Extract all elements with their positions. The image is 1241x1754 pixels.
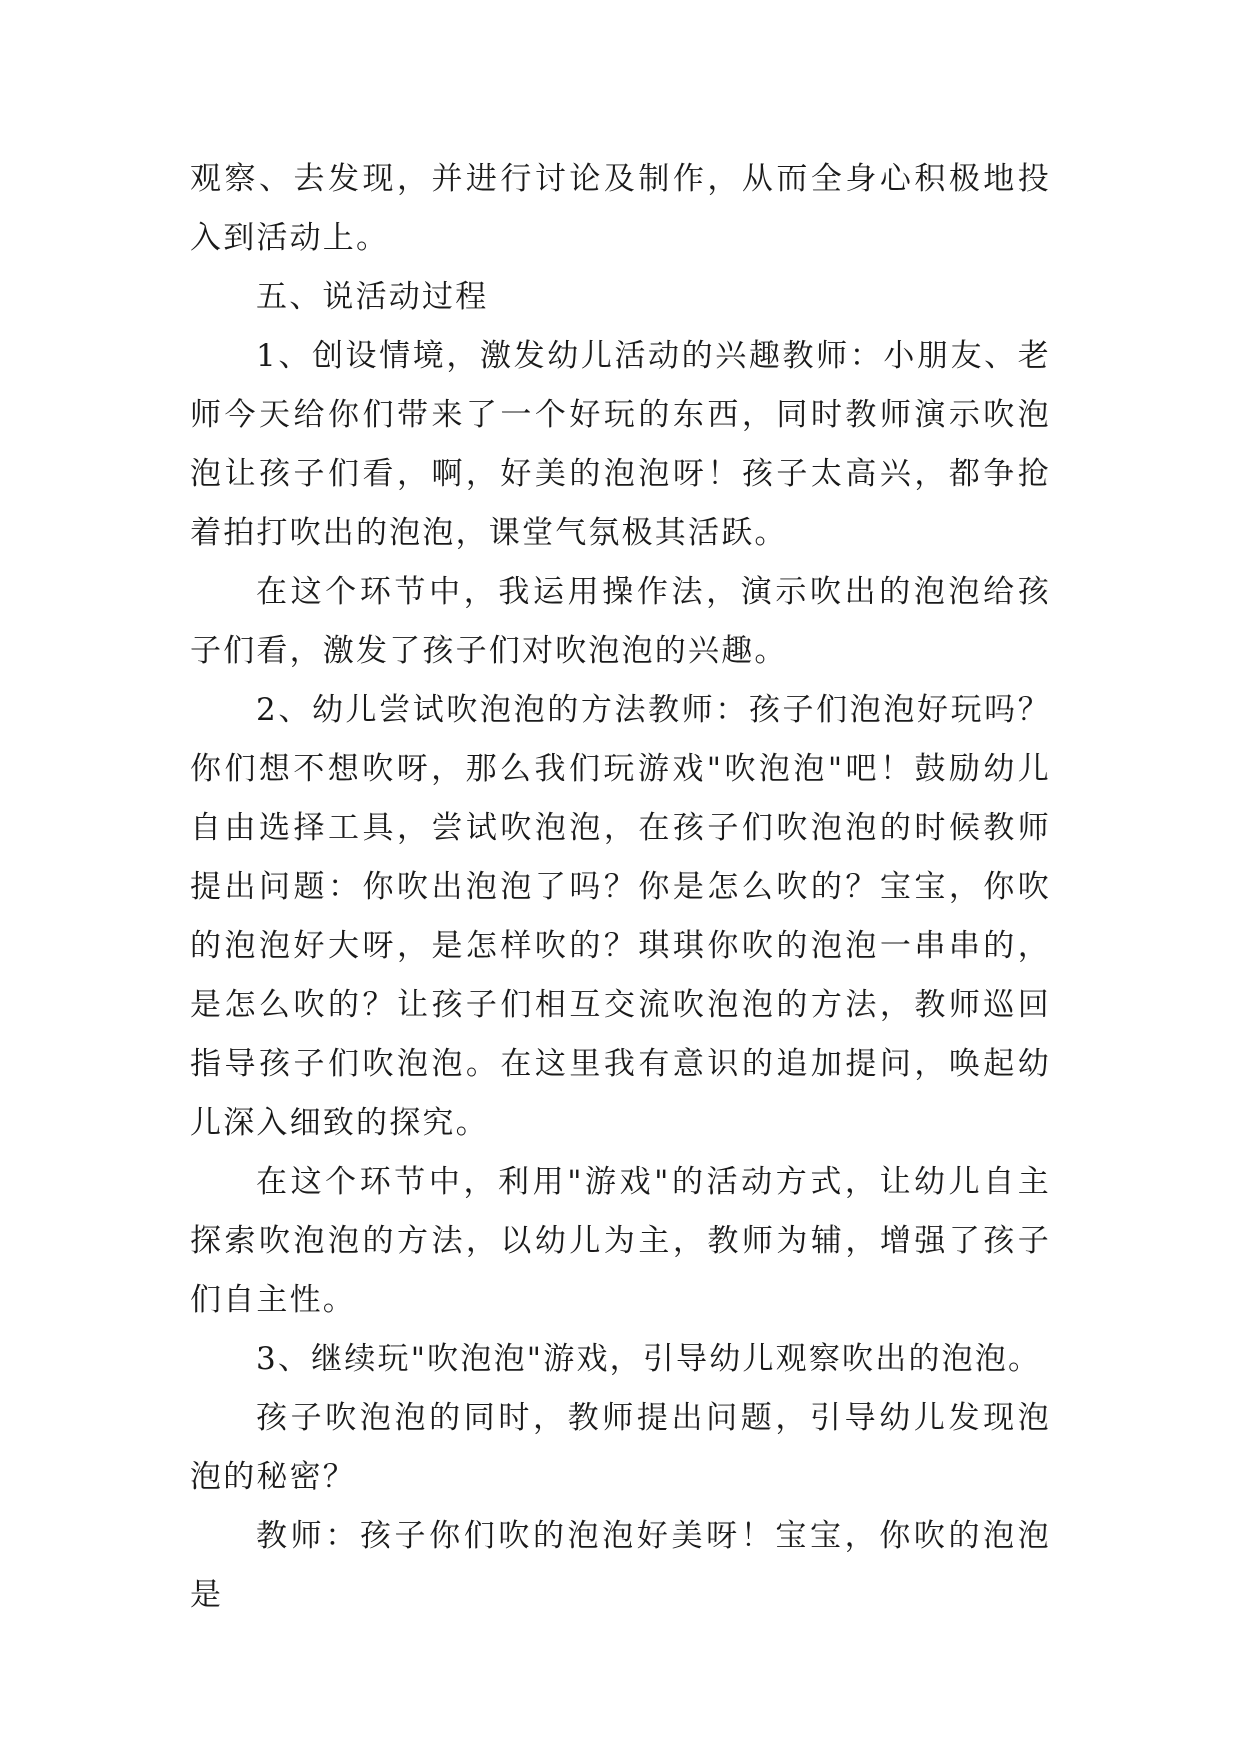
paragraph-step-2-commentary: 在这个环节中，利用"游戏"的活动方式，让幼儿自主探索吹泡泡的方法，以幼儿为主，教师为辅，增强了孩子们自主性。 bbox=[190, 1164, 1051, 1318]
paragraph-step-3: 3、继续玩"吹泡泡"游戏，引导幼儿观察吹出的泡泡。 bbox=[256, 1341, 1042, 1377]
paragraph-step-1-commentary: 在这个环节中，我运用操作法，演示吹出的泡泡给孩子们看，激发了孩子们对吹泡泡的兴趣。 bbox=[190, 574, 1051, 669]
paragraph-step-3-detail: 孩子吹泡泡的同时，教师提出问题，引导幼儿发现泡泡的秘密？ bbox=[190, 1400, 1051, 1495]
paragraph-step-2: 2、幼儿尝试吹泡泡的方法教师：孩子们泡泡好玩吗？你们想不想吹呀，那么我们玩游戏"吹泡泡"吧！鼓励幼儿自由选择工具，尝试吹泡泡，在孩子们吹泡泡的时候教师提出问题：你吹出泡泡了吗？你是怎么吹的？宝宝，你吹的泡泡好大呀，是怎样吹的？琪琪你吹的泡泡一串串的，是怎么吹的？让孩子们相互交流吹泡泡的方法，教师巡回指导孩子们吹泡泡。在这里我有意识的追加提问，唤起幼儿深入细致的探究。 bbox=[190, 692, 1051, 1141]
paragraph-teacher-dialogue: 教师：孩子你们吹的泡泡好美呀！宝宝，你吹的泡泡是 bbox=[190, 1518, 1051, 1613]
paragraph-continuation: 观察、去发现，并进行讨论及制作，从而全身心积极地投入到活动上。 bbox=[190, 161, 1051, 256]
paragraph-step-1: 1、创设情境，激发幼儿活动的兴趣教师：小朋友、老师今天给你们带来了一个好玩的东西，同时教师演示吹泡泡让孩子们看，啊，好美的泡泡呀！孩子太高兴，都争抢着拍打吹出的泡泡，课堂气氛极其活跃。 bbox=[190, 338, 1051, 551]
section-heading: 五、说活动过程 bbox=[256, 279, 489, 315]
